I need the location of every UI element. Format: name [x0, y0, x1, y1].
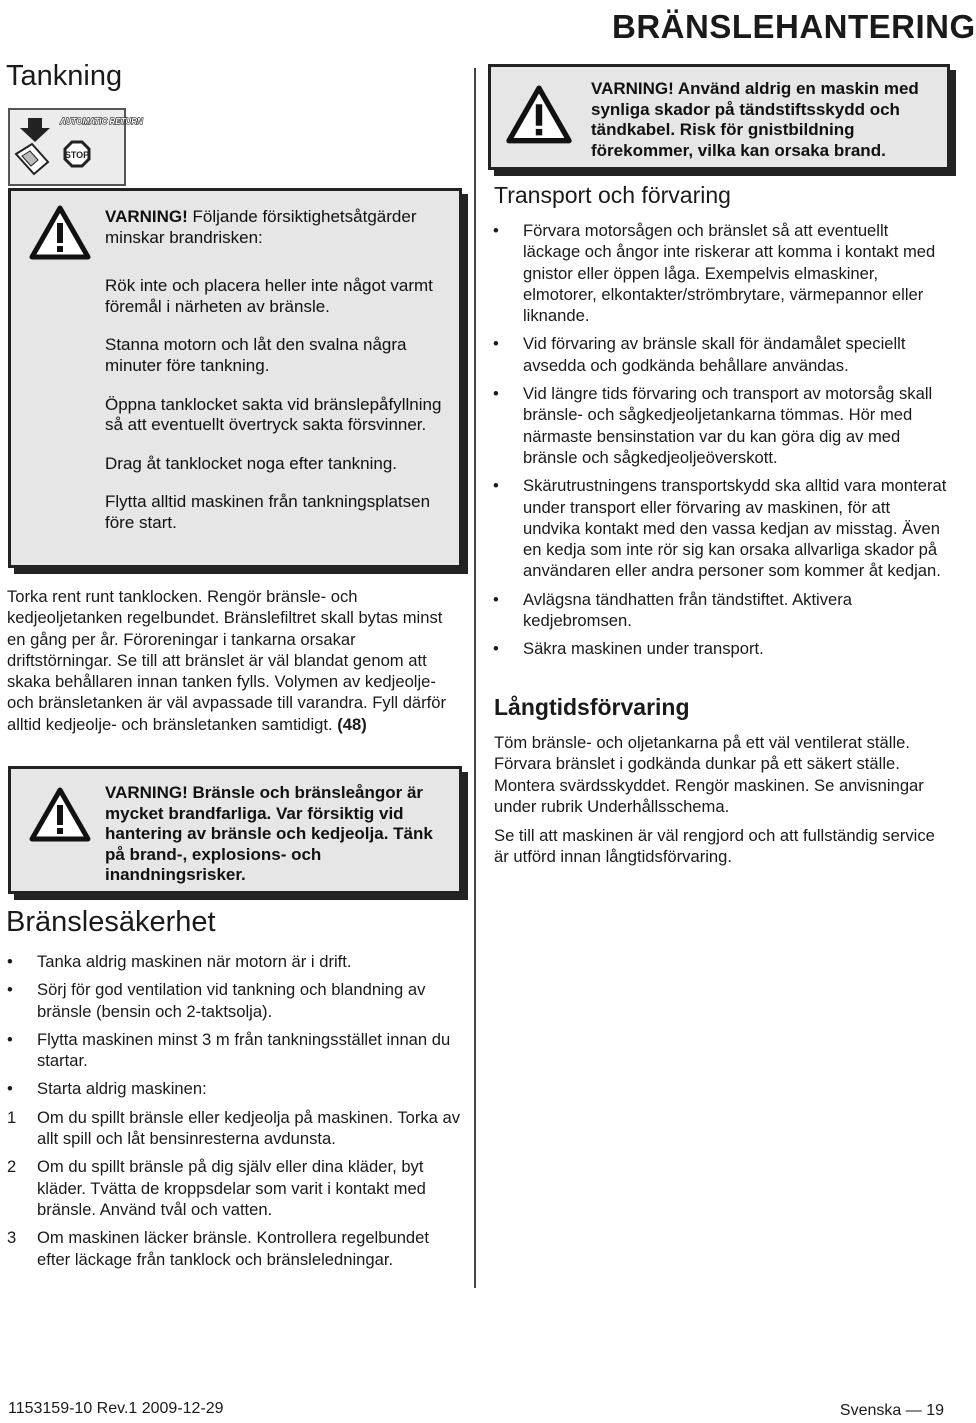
- section-heading-bransle-sakerhet: Bränslesäkerhet: [6, 906, 216, 938]
- document-id: 1153159-10 Rev.1 2009-12-29: [8, 1400, 224, 1417]
- warning-triangle-icon: [505, 85, 573, 145]
- list-item: 1 Om du spillt bränsle eller kedjeolja på maskinen. Torka av allt spill och låt bensinresterna avdunsta.: [7, 1107, 461, 1149]
- list-item: • Tanka aldrig maskinen när motorn är i drift.: [7, 952, 352, 971]
- warning-box-flammable: [8, 766, 462, 894]
- warning-text: VARNING! Bränsle och bränsleångor är mycket brandfarliga. Var försiktig vid hantering av bränsle och kedjeolja. Tänk på brand-, explosions- och inandningsrisker.: [105, 783, 433, 885]
- warning-box-fire-risk: [8, 188, 462, 568]
- page-footer: Svenska — 19: [839, 1402, 944, 1419]
- warning-text: VARNING! Följande försiktighetsåtgärder minskar brandrisken: Rök inte och placera heller inte något varmt föremål i närheten av bränsle. Stanna motorn och låt den svalna några minuter före tankning. Öppna tanklocket sakta vid bränslepåfyllning så att eventuellt övertryck sakta försvinner. Drag åt tanklocket noga efter tankning. Flytta alltid maskinen från tankningsplatsen före start.: [105, 207, 442, 532]
- bransle-sakerhet-list: [7, 951, 462, 1277]
- section-heading-langtidsforvaring: Långtidsförvaring: [494, 694, 690, 720]
- transport-list: [493, 220, 948, 667]
- list-item: 2 Om du spillt bränsle på dig själv eller dina kläder, byt kläder. Tvätta de kroppsdelar som varit i kontakt med bränsle. Använd tvål och vatten.: [7, 1157, 426, 1219]
- section-heading-tankning: Tankning: [6, 60, 123, 92]
- svg-text:STOP: STOP: [64, 150, 90, 160]
- list-item: • Starta aldrig maskinen:: [7, 1079, 207, 1099]
- list-item: • Flytta maskinen minst 3 m från tankningsstället innan du startar.: [7, 1029, 451, 1071]
- page-header-title: BRÄNSLEHANTERING: [612, 8, 976, 45]
- section-heading-transport: Transport och förvaring: [494, 182, 731, 208]
- list-item: • Förvara motorsågen och bränslet så att eventuellt läckage och ångor inte riskerar att komma i kontakt med gnistor eller öppen låga. Exempelvis elmaskiner, elmotorer, elkontakter/strömbrytare, värmepannor eller liknande.: [493, 221, 936, 326]
- list-item: • Avlägsna tändhatten från tändstiftet. Aktivera kedjebromsen.: [493, 589, 853, 631]
- warning-text: VARNING! Använd aldrig en maskin med synliga skador på tändstiftsskydd och tändkabel. Risk för gnistbildning förekommer, vilka kan orsaka brand.: [591, 79, 919, 160]
- list-item: • Vid längre tids förvaring och transport av motorsåg skall bränsle- och sågkedjeoljetankarna tömmas. Hör med närmaste bensinstation var du kan göra dig av med bränsle och sågkedjeoljeöverskott.: [493, 384, 933, 467]
- automatic-return-stop-icon: [8, 108, 143, 186]
- warning-triangle-icon: [29, 205, 91, 261]
- list-item: • Säkra maskinen under transport.: [493, 639, 764, 659]
- svg-text:AUTOMATIC RETURN: AUTOMATIC RETURN: [60, 117, 143, 126]
- page-number: 19: [926, 1402, 944, 1419]
- list-item: • Vid förvaring av bränsle skall för ändamålet speciellt avsedda och godkända behållare användas.: [493, 334, 906, 375]
- column-divider: [474, 68, 476, 1288]
- list-item: 3 Om maskinen läcker bränsle. Kontrollera regelbundet efter läckage från tanklock och bränsleledningar.: [7, 1228, 429, 1269]
- list-item: • Skärutrustningens transportskydd ska alltid vara monterat under transport eller förvaring av maskinen, för att undvika kontakt med den vassa kedjan av misstag. Även en kedja som inte rör sig kan orsaka allvarliga skador på användaren eller andra personer som kommer åt kedjan.: [493, 476, 947, 581]
- list-item: • Sörj för god ventilation vid tankning och blandning av bränsle (bensin och 2-taktsolja).: [7, 980, 426, 1021]
- warning-triangle-icon: [29, 787, 91, 843]
- tankning-paragraph: Torka rent runt tanklocken. Rengör bränsle- och kedjeoljetanken regelbundet. Bränslefiltret skall bytas minst en gång per år. Föroreningar i tankarna orsakar driftstörningar. Se till att bränslet är väl blandat genom att skaka behållaren innan tanken fylls. Volymen av kedjeolje- och bränsletanken är väl avpassade till varandra. Fyll därför alltid kedjeolje- och bränsletanken samtidigt. (48): [7, 587, 447, 734]
- warning-box-spark-plug: [488, 64, 950, 170]
- langtidsforvaring-text: Töm bränsle- och oljetankarna på ett väl ventilerat ställe. Förvara bränslet i godkända dunkar på ett säkert ställe. Montera svärdsskyddet. Rengör maskinen. Se anvisningar under rubrik Underhållsschema. Se till att maskinen är väl rengjord och att fullständig service är utförd innan långtidsförvaring.: [494, 733, 935, 867]
